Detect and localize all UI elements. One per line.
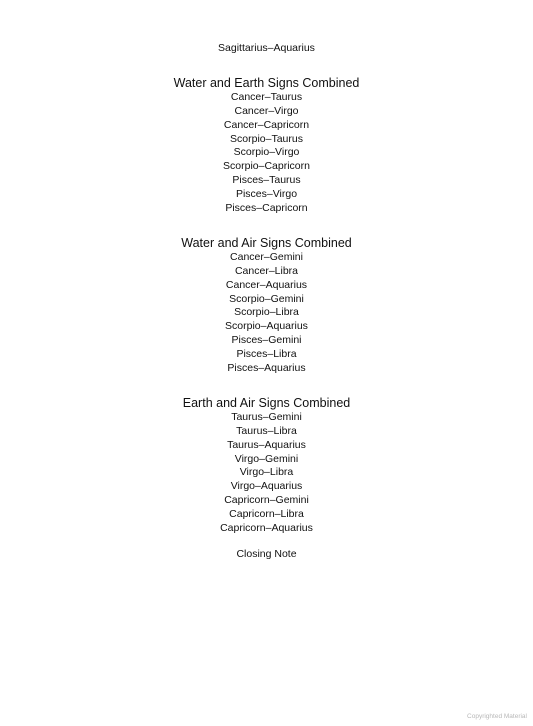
section-heading[interactable]: Earth and Air Signs Combined [182,395,351,410]
toc-entry[interactable]: Scorpio–Aquarius [225,320,308,333]
toc-entry[interactable]: Virgo–Libra [239,466,294,479]
toc-entry[interactable]: Scorpio–Virgo [233,146,300,159]
section-heading[interactable]: Water and Air Signs Combined [181,235,352,250]
toc-entry[interactable]: Capricorn–Aquarius [220,522,313,535]
toc-entry[interactable]: Virgo–Gemini [234,452,299,465]
toc-entry[interactable]: Pisces–Capricorn [225,202,308,215]
toc-entry[interactable]: Pisces–Virgo [235,188,298,201]
toc-entry[interactable]: Virgo–Aquarius [230,480,303,493]
toc-entry[interactable]: Cancer–Aquarius [225,278,308,291]
toc-entry[interactable]: Taurus–Aquarius [227,438,306,451]
toc-entry[interactable]: Pisces–Aquarius [227,362,306,375]
toc-section-earth-air [0,395,533,536]
toc-entry[interactable]: Pisces–Libra [236,348,297,361]
toc-section-water-air [0,235,533,376]
toc-entry[interactable]: Pisces–Gemini [231,334,302,347]
toc-entry[interactable]: Capricorn–Libra [229,508,304,521]
toc-entry[interactable]: Scorpio–Capricorn [223,160,310,173]
toc-entry[interactable]: Taurus–Gemini [231,410,302,423]
toc-entry[interactable]: Cancer–Libra [234,264,299,277]
toc-entry[interactable]: Taurus–Libra [236,424,297,437]
toc-entry[interactable]: Cancer–Capricorn [223,118,310,131]
toc-content [0,42,533,561]
toc-entry[interactable]: Cancer–Taurus [230,90,303,103]
copyright-watermark: Copyrighted Material [467,713,527,720]
toc-entry[interactable]: Pisces–Taurus [232,174,301,187]
toc-section-water-earth [0,75,533,216]
toc-entry[interactable]: Cancer–Gemini [230,250,303,263]
toc-entry[interactable]: Capricorn–Gemini [224,494,309,507]
toc-entry-closing-note[interactable]: Closing Note [236,547,297,560]
toc-entry-top[interactable]: Sagittarius–Aquarius [218,42,315,54]
section-heading[interactable]: Water and Earth Signs Combined [173,75,360,90]
toc-entry[interactable]: Cancer–Virgo [234,104,299,117]
toc-entry[interactable]: Scorpio–Gemini [229,292,304,305]
toc-entry[interactable]: Scorpio–Taurus [230,132,303,145]
toc-entry[interactable]: Scorpio–Libra [234,306,299,319]
